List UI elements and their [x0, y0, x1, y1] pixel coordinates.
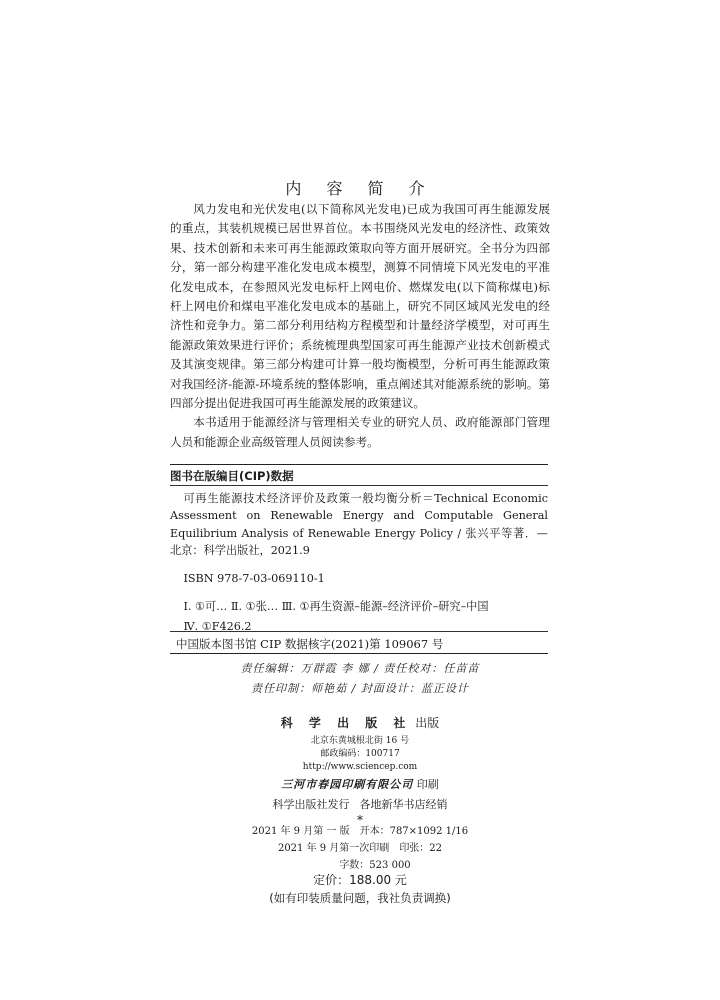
word-count: 字数：523 000: [339, 860, 411, 871]
cip-heading-rule: [170, 485, 548, 486]
distribution-sellers: 各地新华书店经销: [359, 798, 448, 811]
publisher-address: 北京东黄城根北街 16 号: [310, 736, 410, 746]
printer-line: [0, 776, 720, 792]
publisher-name: 科 学 出 版 社: [280, 716, 412, 730]
distribution-issuer: 科学出版社发行: [272, 798, 350, 811]
cip-record: [170, 490, 548, 637]
summary-paragraph: 本书适用于能源经济与管理相关专业的研究人员、政府能源部门管理人员和能源企业高级管理人员阅读参考。: [170, 415, 550, 449]
editorial-staff: 责任编辑：万群霞 李 娜 / 责任校对：任苗苗: [240, 662, 480, 675]
cip-isbn: ISBN 978-7-03-069110-1: [183, 571, 325, 585]
book-price: 定价：188.00 元: [313, 873, 407, 887]
edition-row: [0, 822, 720, 837]
cip-bottom-rule: [170, 653, 548, 654]
cip-description: 可再生能源技术经济评价及政策一般均衡分析＝Technical Economic Assessment on Renewable Energy and Computable General Equilibrium Analysis of Renewable Energy Policy / 张兴平等著．—北京：科学出版社，2021.9: [170, 492, 548, 558]
cip-heading: 图书在版编目(CIP)数据: [170, 469, 294, 483]
printed-sheets: 印张：22: [399, 843, 443, 854]
cip-top-rule: [170, 464, 548, 465]
cip-library-rule: [170, 631, 548, 632]
publisher-line: [0, 714, 720, 731]
summary-title: 内 容 简 介: [285, 179, 435, 198]
printer-action: 印刷: [416, 778, 439, 791]
distribution-line: [0, 796, 720, 812]
first-printing: 2021 年 9 月第一次印刷: [277, 843, 390, 854]
summary-body: [170, 200, 550, 452]
cip-classification-line: Ⅰ. ①可… Ⅱ. ①张… Ⅲ. ①再生资源–能源–经济评价–研究–中国: [183, 600, 489, 614]
publisher-postcode: 邮政编码：100717: [320, 749, 400, 759]
first-edition: 2021 年 9 月第 一 版: [251, 826, 350, 837]
word-count-row: [0, 856, 720, 871]
publication-info: [0, 714, 720, 826]
separator-star: *: [357, 813, 363, 827]
printer-name: 三河市春园印刷有限公司: [281, 778, 414, 791]
cip-library-record: 中国版本图书馆 CIP 数据核字(2021)第 109067 号: [176, 637, 444, 651]
printing-row: [0, 839, 720, 854]
publisher-action: 出版: [415, 716, 440, 730]
quality-notice: (如有印装质量问题，我社负责调换): [269, 891, 451, 905]
summary-paragraph: 风力发电和光伏发电(以下简称风光发电)已成为我国可再生能源发展的重点，其装机规模已居世界首位。本书围绕风光发电的经济性、政策效果、技术创新和未来可再生能源政策取向等方面开展研究。全书分为四部分，第一部分构建平准化发电成本模型，测算不同情境下风光发电的平准化发电成本，在参照风光发电标杆上网电价、燃煤发电(以下简称煤电)标杆上网电价和煤电平准化发电成本的基础上，研究不同区域风光发电的经济性和竞争力。第二部分利用结构方程模型和计量经济学模型，对可再生能源政策效果进行评价；系统梳理典型国家可再生能源产业技术创新模式及其演变规律。第三部分构建可计算一般均衡模型，分析可再生能源政策对我国经济-能源-环境系统的整体影响，重点阐述其对能源系统的影响。第四部分提出促进我国可再生能源发展的政策建议。: [170, 202, 550, 411]
cip-classification-line: Ⅳ. ①F426.2: [183, 620, 252, 634]
book-format: 开本：787×1092 1/16: [359, 826, 469, 837]
production-staff: 责任印制：师艳茹 / 封面设计：蓝正设计: [251, 682, 469, 695]
publisher-url: http://www.sciencep.com: [302, 762, 418, 772]
